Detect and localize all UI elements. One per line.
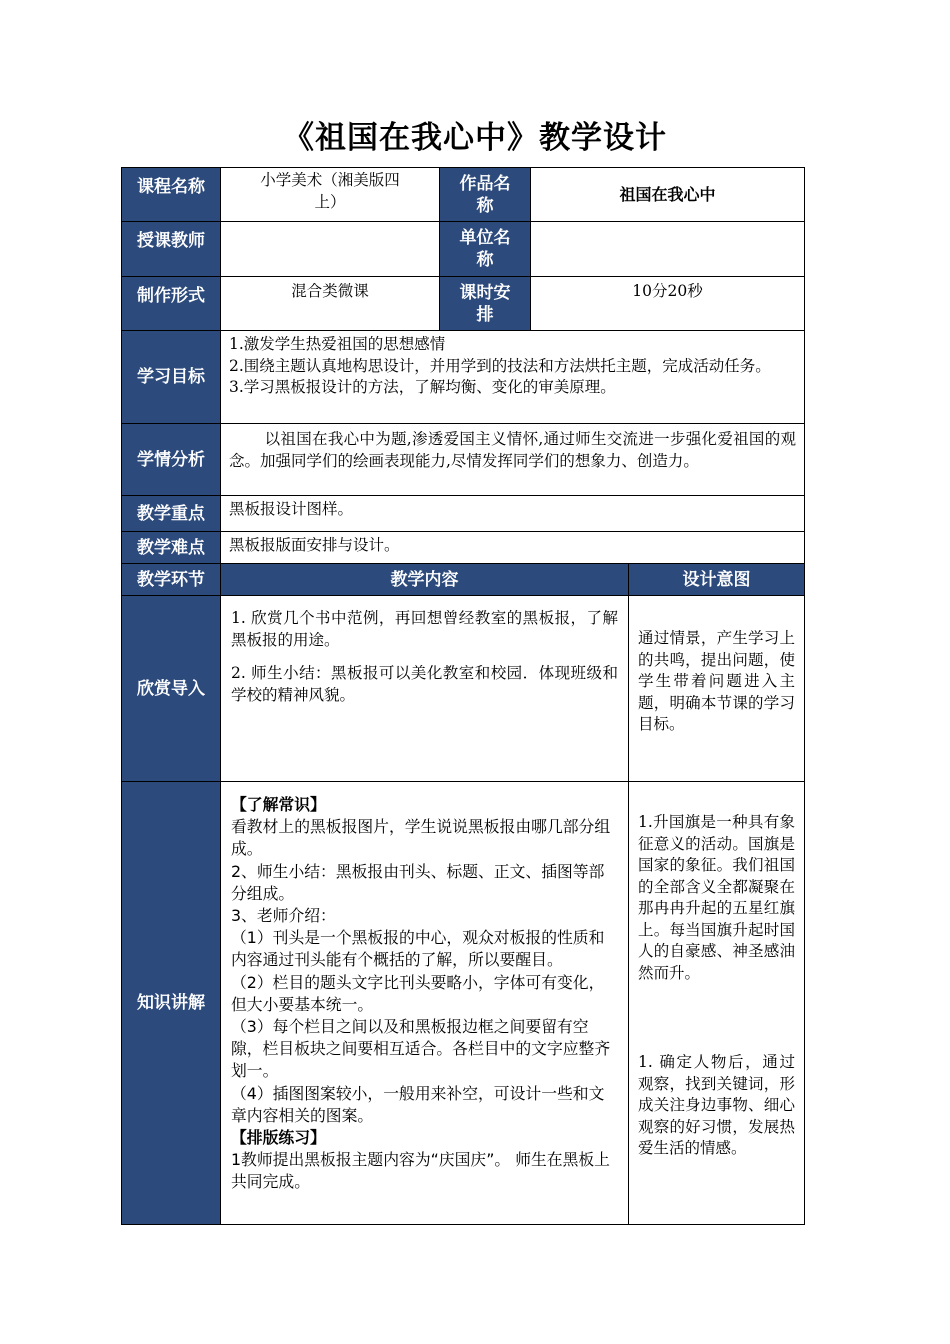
intent-paragraph: 1. 确定人物后，通过观察，找到关键词，形成关注身边事物、细心观察的好习惯，发展热爱生活的情感。 — [638, 1053, 795, 1157]
stage-intent — [628, 781, 805, 1225]
difficulty-value: 黑板报版面安排与设计。 — [220, 531, 805, 564]
unit-label: 单位名称 — [439, 221, 531, 277]
goals-label: 学习目标 — [121, 330, 221, 424]
stage-name: 知识讲解 — [121, 781, 221, 1225]
teacher-label: 授课教师 — [121, 221, 221, 277]
intent-paragraph: 1.升国旗是一种具有象征意义的活动。国旗是国家的象征。我们祖国的全部含义全都凝聚在那冉冉升起的五星红旗上。每当国旗升起时国人的自豪感、神圣感油然而升。 — [638, 813, 795, 982]
content-paragraph: （1）刊头是一个黑板报的中心，观众对板报的性质和内容通过刊头能有个概括的了解，所以要醒目。 — [231, 928, 605, 970]
content-paragraph: 2. 师生小结：黑板报可以美化教室和校园．体现班级和学校的精神风貌。 — [231, 664, 618, 704]
teacher-value — [220, 221, 440, 277]
section-heading: 【了解常识】 — [231, 795, 326, 814]
content-paragraph: （3）每个栏目之间以及和黑板报边框之间要留有空隙，栏目板块之间要相互适合。各栏目中的文字应整齐划一。 — [231, 1017, 611, 1081]
content-paragraph: 3、老师介绍： — [231, 906, 336, 926]
key-label: 教学重点 — [121, 495, 221, 532]
intent-header: 设计意图 — [628, 563, 805, 596]
goal-item: 1.激发学生热爱祖国的思想感情 — [229, 335, 446, 353]
duration-label: 课时安排 — [439, 276, 531, 331]
goal-item: 3.学习黑板报设计的方法，了解均衡、变化的审美原理。 — [229, 378, 616, 396]
key-value: 黑板报设计图样。 — [220, 495, 805, 532]
section-heading: 【排版练习】 — [231, 1128, 326, 1148]
content-paragraph: 1. 欣赏几个书中范例，再回想曾经教室的黑板报，了解黑板报的用途。 — [231, 609, 618, 649]
content-paragraph: 2、师生小结：黑板报由刊头、标题、正文、插图等部分组成。 — [231, 861, 605, 903]
work-name-value: 祖国在我心中 — [530, 167, 805, 222]
content-paragraph: 1教师提出黑板报主题内容为“庆国庆”。 师生在黑板上共同完成。 — [231, 1150, 610, 1192]
content-paragraph: （4）插图图案较小，一般用来补空，可设计一些和文章内容相关的图案。 — [231, 1083, 605, 1125]
difficulty-label: 教学难点 — [121, 531, 221, 564]
course-name-label: 课程名称 — [121, 167, 221, 222]
format-label: 制作形式 — [121, 276, 221, 331]
stage-header: 教学环节 — [121, 563, 221, 596]
stage-intent: 通过情景，产生学习上的共鸣，提出问题，使学生带着问题进入主题，明确本节课的学习目标。 — [628, 595, 805, 782]
work-name-label: 作品名称 — [439, 167, 531, 222]
stage-content — [220, 595, 629, 782]
analysis-text: 以祖国在我心中为题,渗透爱国主义情怀,通过师生交流进一步强化爱祖国的观念。加强同学们的绘画表现能力,尽情发挥同学们的想象力、创造力。 — [220, 423, 805, 496]
duration-value: 10分20秒 — [530, 276, 805, 331]
analysis-label: 学情分析 — [121, 423, 221, 496]
content-paragraph: （2）栏目的题头文字比刊头要略小，字体可有变化，但大小要基本统一。 — [231, 972, 605, 1014]
goal-item: 2.围绕主题认真地构思设计，并用学到的技法和方法烘托主题，完成活动任务。 — [229, 356, 771, 375]
course-name-value: 小学美术（湘美版四上） — [220, 167, 440, 222]
unit-value — [530, 221, 805, 277]
page-title: 《祖国在我心中》教学设计 — [283, 120, 667, 156]
content-paragraph: 看教材上的黑板报图片，学生说说黑板报由哪几部分组成。 — [231, 817, 611, 859]
stage-content — [220, 781, 629, 1225]
stage-name: 欣赏导入 — [121, 595, 221, 782]
goals-content — [220, 330, 805, 424]
content-header: 教学内容 — [220, 563, 629, 596]
format-value: 混合类微课 — [220, 276, 440, 331]
